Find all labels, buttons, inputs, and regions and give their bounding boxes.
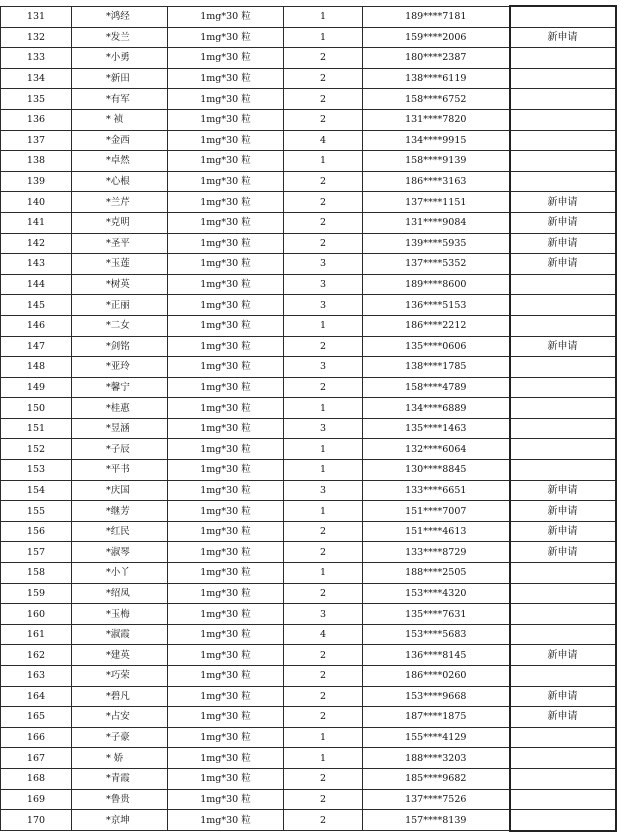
patient-name-cell: *圣平 [72, 233, 168, 254]
quantity-cell: 1 [284, 501, 363, 522]
phone-number-cell: 153****4320 [363, 583, 510, 604]
quantity-cell: 2 [284, 686, 363, 707]
quantity-cell: 2 [284, 377, 363, 398]
table-row [1, 295, 616, 316]
phone-number-cell: 134****9915 [363, 130, 510, 151]
status-note-cell [510, 89, 616, 110]
row-number-cell: 170 [1, 810, 72, 831]
status-note-cell [510, 171, 616, 192]
patient-name-cell: *京坤 [72, 810, 168, 831]
status-note-cell [510, 274, 616, 295]
quantity-cell: 2 [284, 810, 363, 831]
table-row [1, 192, 616, 213]
patient-name-cell: *发兰 [72, 27, 168, 48]
drug-spec-cell: 1mg*30 粒 [168, 6, 284, 27]
quantity-cell: 3 [284, 480, 363, 501]
phone-number-cell: 186****2212 [363, 315, 510, 336]
table-row [1, 89, 616, 110]
status-note-cell [510, 727, 616, 748]
table-row [1, 398, 616, 419]
drug-spec-cell: 1mg*30 粒 [168, 666, 284, 687]
row-number-cell: 132 [1, 27, 72, 48]
phone-number-cell: 138****1785 [363, 357, 510, 378]
patient-name-cell: *卓然 [72, 151, 168, 172]
row-number-cell: 157 [1, 542, 72, 563]
status-note-cell: 新申请 [510, 686, 616, 707]
patient-name-cell: *昱涵 [72, 418, 168, 439]
phone-number-cell: 157****8139 [363, 810, 510, 831]
phone-number-cell: 155****4129 [363, 727, 510, 748]
status-note-cell [510, 315, 616, 336]
status-note-cell [510, 130, 616, 151]
status-note-cell [510, 460, 616, 481]
drug-spec-cell: 1mg*30 粒 [168, 315, 284, 336]
patient-name-cell: *鲁贵 [72, 789, 168, 810]
drug-spec-cell: 1mg*30 粒 [168, 727, 284, 748]
status-note-cell [510, 666, 616, 687]
patient-name-cell: *正丽 [72, 295, 168, 316]
quantity-cell: 4 [284, 624, 363, 645]
status-note-cell [510, 624, 616, 645]
patient-name-cell: *巧荣 [72, 666, 168, 687]
quantity-cell: 1 [284, 6, 363, 27]
table-row [1, 27, 616, 48]
status-note-cell: 新申请 [510, 645, 616, 666]
row-number-cell: 167 [1, 748, 72, 769]
phone-number-cell: 159****2006 [363, 27, 510, 48]
quantity-cell: 1 [284, 439, 363, 460]
drug-spec-cell: 1mg*30 粒 [168, 418, 284, 439]
drug-spec-cell: 1mg*30 粒 [168, 542, 284, 563]
row-number-cell: 159 [1, 583, 72, 604]
drug-spec-cell: 1mg*30 粒 [168, 151, 284, 172]
table-row [1, 171, 616, 192]
status-note-cell [510, 295, 616, 316]
patient-name-cell: * 娇 [72, 748, 168, 769]
row-number-cell: 146 [1, 315, 72, 336]
status-note-cell [510, 604, 616, 625]
phone-number-cell: 151****4613 [363, 521, 510, 542]
phone-number-cell: 130****8845 [363, 460, 510, 481]
table-row [1, 151, 616, 172]
drug-spec-cell: 1mg*30 粒 [168, 27, 284, 48]
phone-number-cell: 133****6651 [363, 480, 510, 501]
status-note-cell [510, 48, 616, 69]
patient-name-cell: *小丫 [72, 563, 168, 584]
patient-name-cell: *馨宁 [72, 377, 168, 398]
phone-number-cell: 185****9682 [363, 768, 510, 789]
patient-name-cell: *红民 [72, 521, 168, 542]
phone-number-cell: 153****5683 [363, 624, 510, 645]
table-row [1, 254, 616, 275]
phone-number-cell: 153****9668 [363, 686, 510, 707]
patient-name-cell: *玉莲 [72, 254, 168, 275]
row-number-cell: 144 [1, 274, 72, 295]
status-note-cell: 新申请 [510, 542, 616, 563]
drug-spec-cell: 1mg*30 粒 [168, 398, 284, 419]
patient-name-cell: *树英 [72, 274, 168, 295]
table-row [1, 48, 616, 69]
phone-number-cell: 139****5935 [363, 233, 510, 254]
phone-number-cell: 158****9139 [363, 151, 510, 172]
row-number-cell: 145 [1, 295, 72, 316]
row-number-cell: 162 [1, 645, 72, 666]
table-row [1, 707, 616, 728]
patient-name-cell: *继芳 [72, 501, 168, 522]
table-row [1, 68, 616, 89]
phone-number-cell: 188****3203 [363, 748, 510, 769]
drug-spec-cell: 1mg*30 粒 [168, 254, 284, 275]
patient-name-cell: * 祯 [72, 109, 168, 130]
quantity-cell: 4 [284, 130, 363, 151]
patient-name-cell: *二女 [72, 315, 168, 336]
drug-spec-cell: 1mg*30 粒 [168, 274, 284, 295]
quantity-cell: 2 [284, 89, 363, 110]
phone-number-cell: 137****5352 [363, 254, 510, 275]
phone-number-cell: 136****5153 [363, 295, 510, 316]
status-note-cell [510, 151, 616, 172]
quantity-cell: 1 [284, 727, 363, 748]
status-note-cell [510, 748, 616, 769]
patient-name-cell: *碧凡 [72, 686, 168, 707]
quantity-cell: 2 [284, 192, 363, 213]
patient-name-cell: *克明 [72, 212, 168, 233]
status-note-cell [510, 377, 616, 398]
drug-spec-cell: 1mg*30 粒 [168, 109, 284, 130]
row-number-cell: 155 [1, 501, 72, 522]
drug-spec-cell: 1mg*30 粒 [168, 521, 284, 542]
patient-name-cell: *淑霞 [72, 624, 168, 645]
status-note-cell [510, 109, 616, 130]
quantity-cell: 2 [284, 707, 363, 728]
drug-spec-cell: 1mg*30 粒 [168, 212, 284, 233]
phone-number-cell: 187****1875 [363, 707, 510, 728]
row-number-cell: 141 [1, 212, 72, 233]
row-number-cell: 160 [1, 604, 72, 625]
status-note-cell: 新申请 [510, 480, 616, 501]
quantity-cell: 3 [284, 295, 363, 316]
drug-spec-cell: 1mg*30 粒 [168, 171, 284, 192]
phone-number-cell: 131****9084 [363, 212, 510, 233]
drug-spec-cell: 1mg*30 粒 [168, 192, 284, 213]
drug-spec-cell: 1mg*30 粒 [168, 233, 284, 254]
drug-spec-cell: 1mg*30 粒 [168, 583, 284, 604]
status-note-cell: 新申请 [510, 212, 616, 233]
patient-name-cell: *小勇 [72, 48, 168, 69]
quantity-cell: 3 [284, 357, 363, 378]
row-number-cell: 134 [1, 68, 72, 89]
row-number-cell: 153 [1, 460, 72, 481]
drug-spec-cell: 1mg*30 粒 [168, 295, 284, 316]
phone-number-cell: 138****6119 [363, 68, 510, 89]
drug-spec-cell: 1mg*30 粒 [168, 377, 284, 398]
drug-spec-cell: 1mg*30 粒 [168, 130, 284, 151]
row-number-cell: 163 [1, 666, 72, 687]
table-row [1, 686, 616, 707]
quantity-cell: 3 [284, 418, 363, 439]
status-note-cell [510, 398, 616, 419]
drug-spec-cell: 1mg*30 粒 [168, 707, 284, 728]
table-row [1, 727, 616, 748]
phone-number-cell: 135****0606 [363, 336, 510, 357]
phone-number-cell: 189****7181 [363, 6, 510, 27]
row-number-cell: 166 [1, 727, 72, 748]
table-row [1, 274, 616, 295]
row-number-cell: 156 [1, 521, 72, 542]
row-number-cell: 140 [1, 192, 72, 213]
row-number-cell: 137 [1, 130, 72, 151]
phone-number-cell: 131****7820 [363, 109, 510, 130]
phone-number-cell: 186****3163 [363, 171, 510, 192]
row-number-cell: 131 [1, 6, 72, 27]
quantity-cell: 1 [284, 748, 363, 769]
quantity-cell: 2 [284, 789, 363, 810]
quantity-cell: 2 [284, 171, 363, 192]
phone-number-cell: 189****8600 [363, 274, 510, 295]
phone-number-cell: 132****6064 [363, 439, 510, 460]
drug-spec-cell: 1mg*30 粒 [168, 480, 284, 501]
status-note-cell [510, 563, 616, 584]
quantity-cell: 1 [284, 315, 363, 336]
drug-spec-cell: 1mg*30 粒 [168, 336, 284, 357]
row-number-cell: 165 [1, 707, 72, 728]
quantity-cell: 2 [284, 521, 363, 542]
table-row [1, 748, 616, 769]
table-row [1, 418, 616, 439]
status-note-cell [510, 789, 616, 810]
table-row [1, 6, 616, 27]
drug-spec-cell: 1mg*30 粒 [168, 789, 284, 810]
row-number-cell: 138 [1, 151, 72, 172]
row-number-cell: 151 [1, 418, 72, 439]
quantity-cell: 3 [284, 254, 363, 275]
table-row [1, 377, 616, 398]
row-number-cell: 139 [1, 171, 72, 192]
row-number-cell: 149 [1, 377, 72, 398]
drug-spec-cell: 1mg*30 粒 [168, 624, 284, 645]
row-number-cell: 147 [1, 336, 72, 357]
patient-name-cell: *心根 [72, 171, 168, 192]
patient-name-cell: *剑铭 [72, 336, 168, 357]
patient-name-cell: *平书 [72, 460, 168, 481]
row-number-cell: 169 [1, 789, 72, 810]
table-row [1, 645, 616, 666]
quantity-cell: 1 [284, 460, 363, 481]
table-row [1, 789, 616, 810]
status-note-cell [510, 68, 616, 89]
status-note-cell [510, 768, 616, 789]
phone-number-cell: 137****7526 [363, 789, 510, 810]
phone-number-cell: 136****8145 [363, 645, 510, 666]
table-row [1, 233, 616, 254]
row-number-cell: 168 [1, 768, 72, 789]
drug-spec-cell: 1mg*30 粒 [168, 68, 284, 89]
table-row [1, 666, 616, 687]
quantity-cell: 2 [284, 645, 363, 666]
patient-name-cell: *庆国 [72, 480, 168, 501]
patient-name-cell: *兰芹 [72, 192, 168, 213]
patient-name-cell: *建英 [72, 645, 168, 666]
quantity-cell: 2 [284, 542, 363, 563]
application-table [0, 5, 617, 832]
drug-spec-cell: 1mg*30 粒 [168, 89, 284, 110]
quantity-cell: 2 [284, 768, 363, 789]
quantity-cell: 3 [284, 274, 363, 295]
patient-name-cell: *鸿经 [72, 6, 168, 27]
table-body [1, 6, 616, 831]
table-row [1, 212, 616, 233]
row-number-cell: 135 [1, 89, 72, 110]
patient-name-cell: *子豪 [72, 727, 168, 748]
table-row [1, 439, 616, 460]
phone-number-cell: 180****2387 [363, 48, 510, 69]
table-row [1, 130, 616, 151]
table-row [1, 109, 616, 130]
status-note-cell: 新申请 [510, 521, 616, 542]
status-note-cell [510, 6, 616, 27]
status-note-cell [510, 583, 616, 604]
phone-number-cell: 186****0260 [363, 666, 510, 687]
phone-number-cell: 158****4789 [363, 377, 510, 398]
status-note-cell: 新申请 [510, 192, 616, 213]
patient-name-cell: *亚玲 [72, 357, 168, 378]
patient-name-cell: *绍凤 [72, 583, 168, 604]
table-row [1, 624, 616, 645]
drug-spec-cell: 1mg*30 粒 [168, 563, 284, 584]
drug-spec-cell: 1mg*30 粒 [168, 439, 284, 460]
row-number-cell: 148 [1, 357, 72, 378]
status-note-cell: 新申请 [510, 707, 616, 728]
table-row [1, 315, 616, 336]
quantity-cell: 2 [284, 666, 363, 687]
table-row [1, 357, 616, 378]
quantity-cell: 2 [284, 212, 363, 233]
drug-spec-cell: 1mg*30 粒 [168, 48, 284, 69]
status-note-cell: 新申请 [510, 336, 616, 357]
quantity-cell: 2 [284, 583, 363, 604]
table-row [1, 501, 616, 522]
patient-name-cell: *占安 [72, 707, 168, 728]
quantity-cell: 1 [284, 398, 363, 419]
table-row [1, 810, 616, 831]
status-note-cell: 新申请 [510, 27, 616, 48]
quantity-cell: 1 [284, 563, 363, 584]
phone-number-cell: 188****2505 [363, 563, 510, 584]
table-row [1, 480, 616, 501]
drug-spec-cell: 1mg*30 粒 [168, 460, 284, 481]
drug-spec-cell: 1mg*30 粒 [168, 748, 284, 769]
quantity-cell: 2 [284, 336, 363, 357]
row-number-cell: 150 [1, 398, 72, 419]
drug-spec-cell: 1mg*30 粒 [168, 686, 284, 707]
table-row [1, 336, 616, 357]
table-row [1, 542, 616, 563]
quantity-cell: 2 [284, 48, 363, 69]
phone-number-cell: 137****1151 [363, 192, 510, 213]
patient-name-cell: *桂惠 [72, 398, 168, 419]
phone-number-cell: 135****1463 [363, 418, 510, 439]
quantity-cell: 2 [284, 109, 363, 130]
row-number-cell: 142 [1, 233, 72, 254]
status-note-cell [510, 357, 616, 378]
drug-spec-cell: 1mg*30 粒 [168, 810, 284, 831]
quantity-cell: 2 [284, 68, 363, 89]
quantity-cell: 1 [284, 27, 363, 48]
patient-name-cell: *金西 [72, 130, 168, 151]
drug-spec-cell: 1mg*30 粒 [168, 501, 284, 522]
row-number-cell: 143 [1, 254, 72, 275]
patient-name-cell: *青霞 [72, 768, 168, 789]
status-note-cell [510, 810, 616, 831]
patient-name-cell: *新田 [72, 68, 168, 89]
status-note-cell [510, 439, 616, 460]
table-row [1, 563, 616, 584]
status-note-cell: 新申请 [510, 254, 616, 275]
row-number-cell: 154 [1, 480, 72, 501]
phone-number-cell: 158****6752 [363, 89, 510, 110]
status-note-cell: 新申请 [510, 233, 616, 254]
patient-name-cell: *有军 [72, 89, 168, 110]
drug-spec-cell: 1mg*30 粒 [168, 768, 284, 789]
row-number-cell: 158 [1, 563, 72, 584]
row-number-cell: 152 [1, 439, 72, 460]
phone-number-cell: 151****7007 [363, 501, 510, 522]
quantity-cell: 1 [284, 151, 363, 172]
status-note-cell: 新申请 [510, 501, 616, 522]
status-note-cell [510, 418, 616, 439]
drug-spec-cell: 1mg*30 粒 [168, 604, 284, 625]
table-row [1, 604, 616, 625]
patient-name-cell: *子辰 [72, 439, 168, 460]
row-number-cell: 161 [1, 624, 72, 645]
table-row [1, 768, 616, 789]
quantity-cell: 2 [284, 233, 363, 254]
table-row [1, 583, 616, 604]
table-row [1, 460, 616, 481]
phone-number-cell: 135****7631 [363, 604, 510, 625]
table-row [1, 521, 616, 542]
patient-name-cell: *玉梅 [72, 604, 168, 625]
row-number-cell: 136 [1, 109, 72, 130]
phone-number-cell: 133****8729 [363, 542, 510, 563]
row-number-cell: 164 [1, 686, 72, 707]
patient-name-cell: *淑琴 [72, 542, 168, 563]
row-number-cell: 133 [1, 48, 72, 69]
drug-spec-cell: 1mg*30 粒 [168, 357, 284, 378]
quantity-cell: 3 [284, 604, 363, 625]
phone-number-cell: 134****6889 [363, 398, 510, 419]
drug-spec-cell: 1mg*30 粒 [168, 645, 284, 666]
